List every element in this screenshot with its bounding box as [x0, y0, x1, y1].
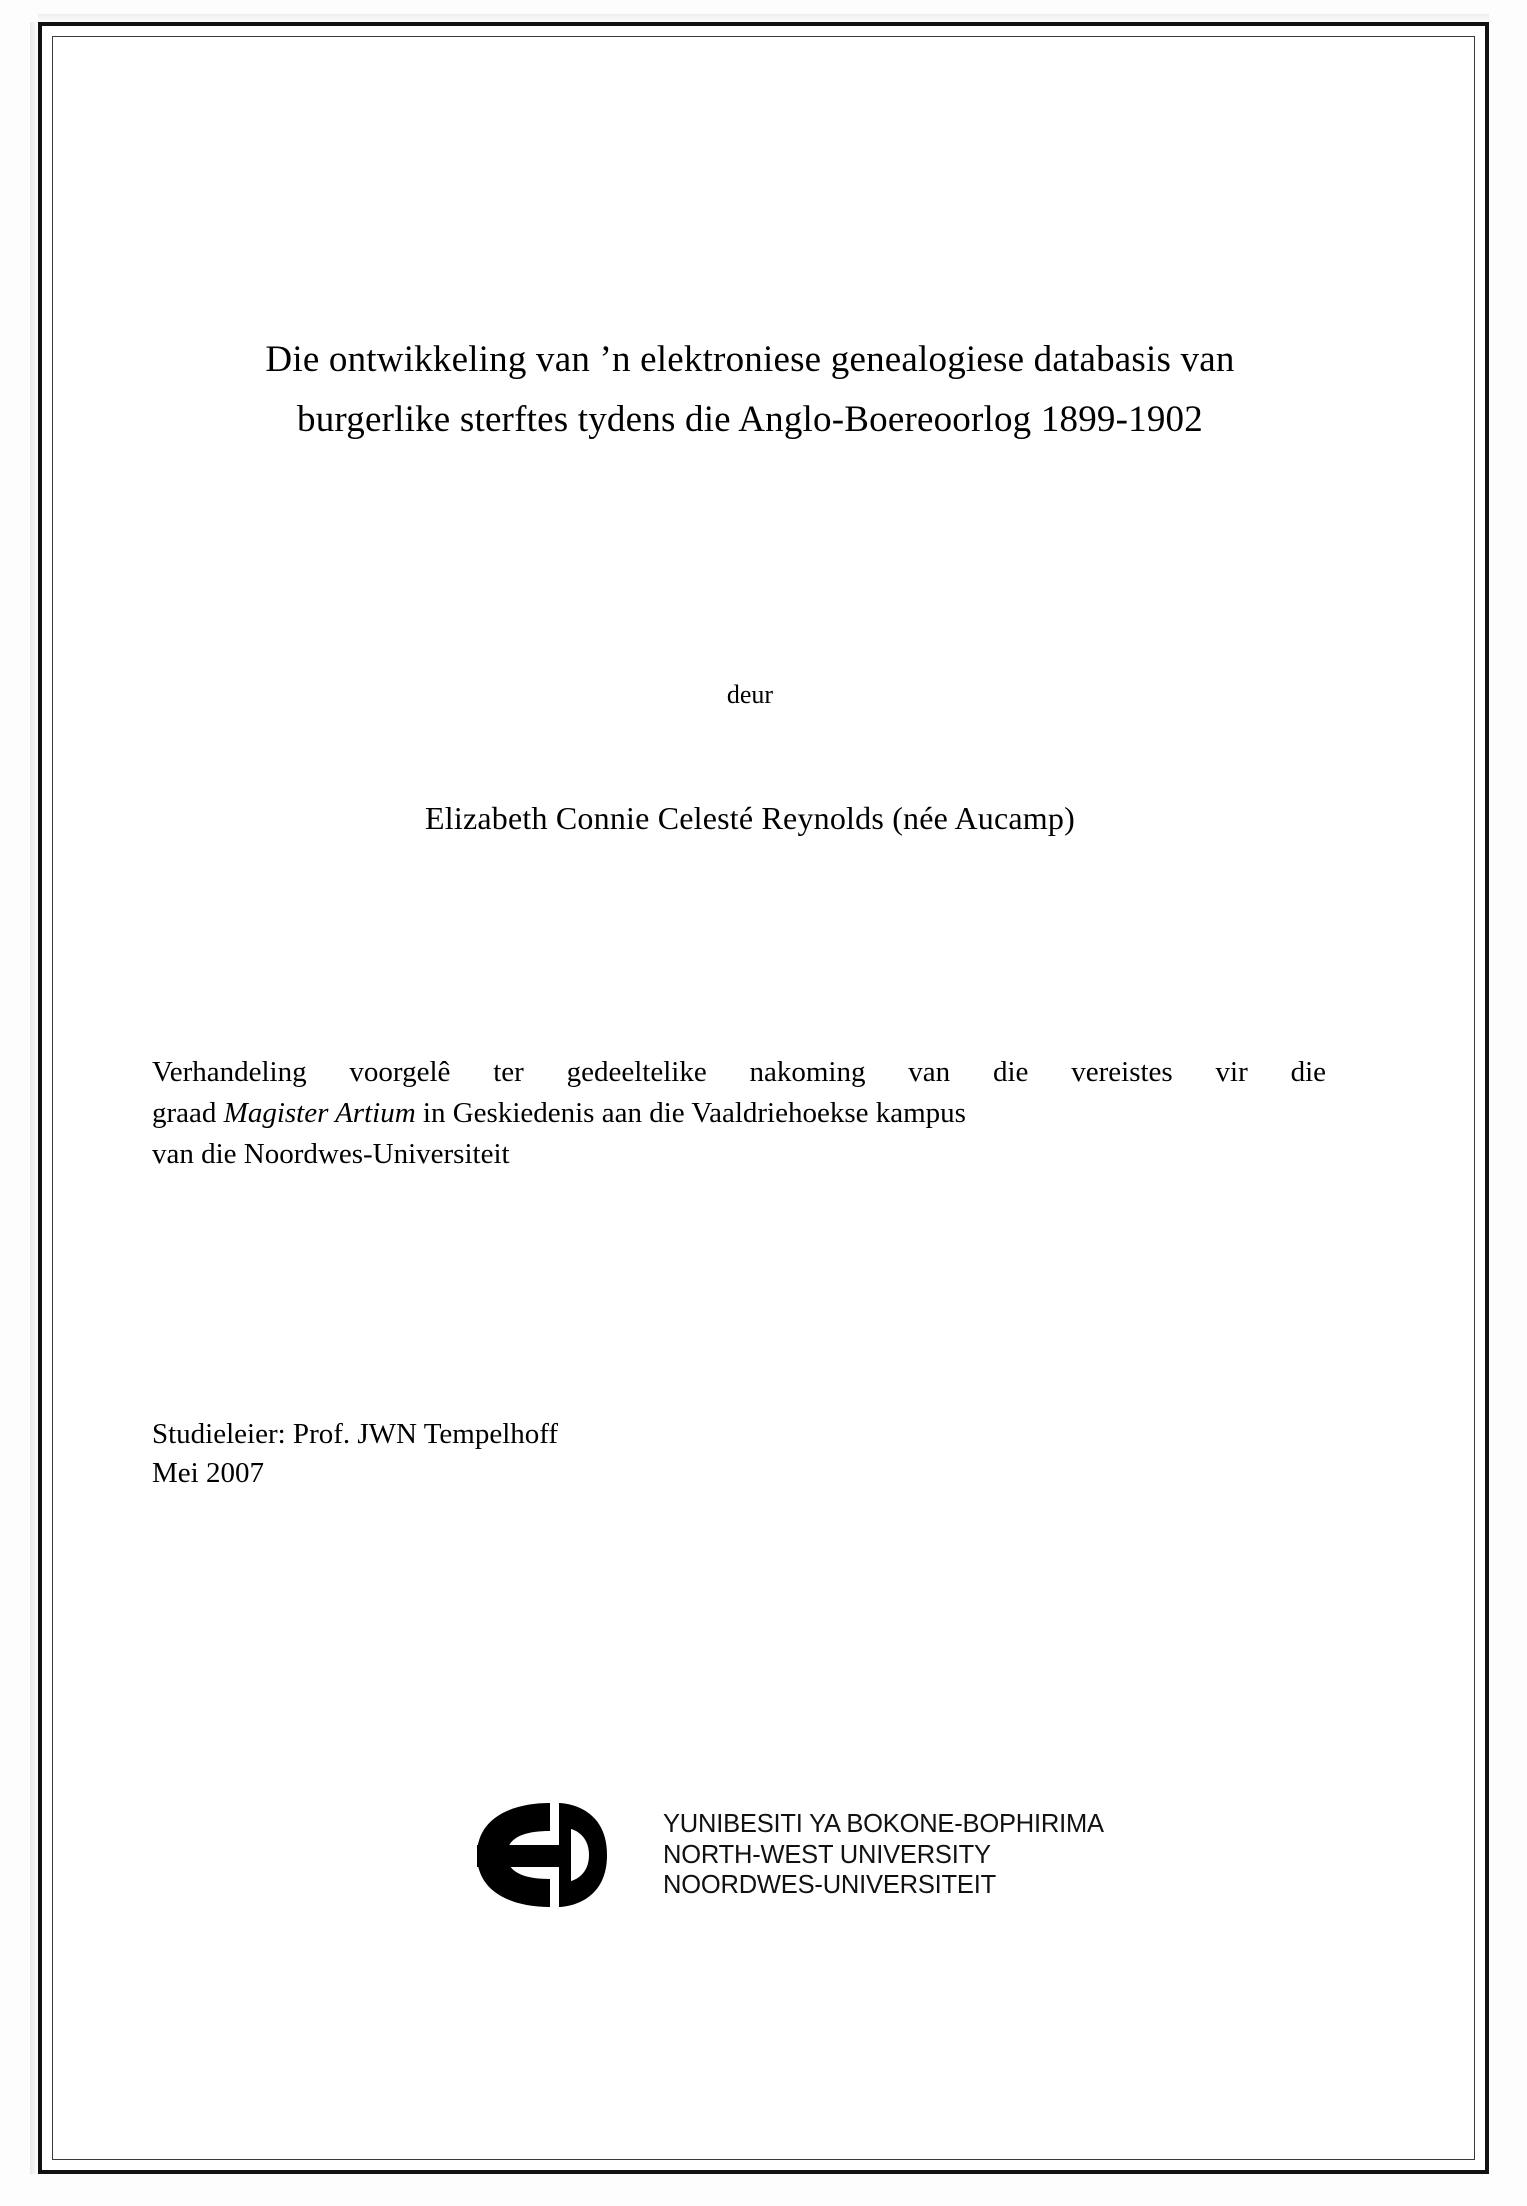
university-logo-text — [663, 1809, 1104, 1901]
page-title — [150, 330, 1350, 450]
degree-statement-line-2-post: in Geskiedenis aan die Vaaldriehoekse kampus — [415, 1097, 966, 1130]
nwu-crescent-logo-icon — [455, 1795, 655, 1915]
logo-line-2: NORTH-WEST UNIVERSITY — [663, 1840, 991, 1869]
by-label: deur — [726, 679, 774, 709]
logo-line-3: NOORDWES-UNIVERSITEIT — [663, 1871, 996, 1900]
university-logo — [455, 1795, 1104, 1915]
scan-edge-top — [38, 14, 1489, 22]
logo-line-1: YUNIBESITI YA BOKONE-BOPHIRIMA — [663, 1810, 1104, 1839]
title-line-2: burgerlike sterftes tydens die Anglo-Boereoorlog 1899-1902 — [297, 398, 1203, 440]
degree-statement — [150, 1052, 1350, 1176]
degree-name-italic: Magister Artium — [223, 1097, 416, 1130]
degree-statement-line-1: Verhandeling voorgelê ter gedeeltelike nakoming van die vereistes vir die — [152, 1055, 1326, 1088]
supervisor-block — [150, 1415, 1350, 1493]
supervisor-name: Studieleier: Prof. JWN Tempelhoff — [152, 1418, 559, 1451]
degree-statement-line-3: van die Noordwes-Universiteit — [152, 1138, 510, 1171]
degree-statement-line-2 — [152, 1093, 1326, 1134]
scan-edge-left — [30, 22, 38, 2174]
degree-statement-line-2-pre: graad — [152, 1097, 224, 1130]
author-name: Elizabeth Connie Celesté Reynolds (née Aucamp) — [425, 799, 1075, 836]
title-page-content — [150, 330, 1350, 1493]
title-line-1: Die ontwikkeling van ’n elektroniese genealogiese databasis van — [265, 339, 1235, 380]
submission-date: Mei 2007 — [152, 1457, 264, 1490]
